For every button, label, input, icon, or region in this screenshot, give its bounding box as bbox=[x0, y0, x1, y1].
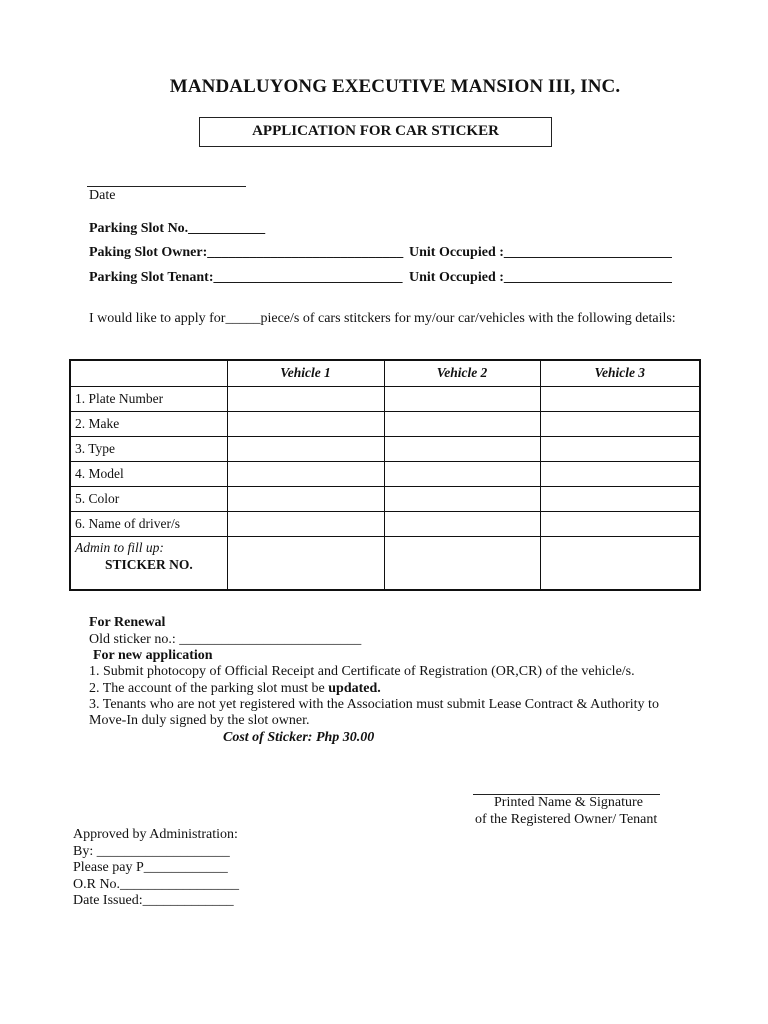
approved-by-field[interactable]: By: ___________________ bbox=[73, 844, 230, 859]
table-header-vehicle-2: Vehicle 2 bbox=[384, 360, 540, 386]
admin-hint: Admin to fill up: bbox=[75, 539, 164, 555]
unit-occupied-owner-field[interactable]: Unit Occupied :________________________ bbox=[409, 245, 672, 260]
table-cell[interactable] bbox=[384, 486, 540, 511]
parking-slot-no-field[interactable]: Parking Slot No.___________ bbox=[89, 221, 266, 236]
table-header-row bbox=[70, 360, 700, 386]
table-cell[interactable] bbox=[384, 511, 540, 536]
date-label: Date bbox=[89, 188, 116, 203]
requirement-3-line-2: Move-In duly signed by the slot owner. bbox=[89, 713, 310, 728]
table-cell[interactable] bbox=[384, 536, 540, 590]
table-row bbox=[70, 486, 700, 511]
parking-slot-tenant-field[interactable]: Parking Slot Tenant:___________________________ bbox=[89, 270, 403, 285]
table-cell[interactable] bbox=[540, 486, 700, 511]
date-issued-field[interactable]: Date Issued:_____________ bbox=[73, 893, 234, 908]
table-header-vehicle-1: Vehicle 1 bbox=[227, 360, 384, 386]
form-subtitle: APPLICATION FOR CAR STICKER bbox=[252, 123, 499, 139]
table-cell[interactable] bbox=[227, 461, 384, 486]
row-label-model: 4. Model bbox=[70, 461, 227, 486]
table-cell[interactable] bbox=[540, 386, 700, 411]
table-row bbox=[70, 386, 700, 411]
requirement-2-bold: updated. bbox=[328, 681, 381, 696]
table-row bbox=[70, 411, 700, 436]
table-cell[interactable] bbox=[540, 411, 700, 436]
renewal-heading: For Renewal bbox=[89, 615, 166, 630]
row-label-plate-number: 1. Plate Number bbox=[70, 386, 227, 411]
table-row bbox=[70, 461, 700, 486]
table-row bbox=[70, 511, 700, 536]
old-sticker-field[interactable]: Old sticker no.: __________________________ bbox=[89, 632, 362, 647]
table-cell[interactable] bbox=[540, 536, 700, 590]
date-line[interactable] bbox=[87, 172, 246, 187]
unit-occupied-tenant-field[interactable]: Unit Occupied :________________________ bbox=[409, 270, 672, 285]
approval-heading: Approved by Administration: bbox=[73, 827, 238, 842]
new-application-heading: For new application bbox=[93, 648, 213, 663]
requirement-3-line-1: 3. Tenants who are not yet registered with the Association must submit Lease Contract & Authority to bbox=[89, 697, 659, 712]
table-cell[interactable] bbox=[384, 436, 540, 461]
table-cell[interactable] bbox=[227, 511, 384, 536]
table-cell[interactable] bbox=[227, 436, 384, 461]
table-cell[interactable] bbox=[227, 536, 384, 590]
parking-slot-owner-field[interactable]: Paking Slot Owner:____________________________ bbox=[89, 245, 404, 260]
table-header-vehicle-3: Vehicle 3 bbox=[540, 360, 700, 386]
or-number-field[interactable]: O.R No._________________ bbox=[73, 877, 240, 892]
table-cell[interactable] bbox=[384, 386, 540, 411]
table-cell[interactable] bbox=[540, 461, 700, 486]
requirement-1: 1. Submit photocopy of Official Receipt and Certificate of Registration (OR,CR) of the vehicle/s. bbox=[89, 664, 635, 679]
sticker-no-label: STICKER NO. bbox=[105, 556, 193, 572]
table-cell[interactable] bbox=[227, 486, 384, 511]
table-row-admin bbox=[70, 536, 700, 590]
table-cell[interactable] bbox=[227, 386, 384, 411]
row-label-type: 3. Type bbox=[70, 436, 227, 461]
signature-label-2: of the Registered Owner/ Tenant bbox=[475, 812, 658, 827]
table-header-blank bbox=[70, 360, 227, 386]
row-label-driver: 6. Name of driver/s bbox=[70, 511, 227, 536]
sticker-cost: Cost of Sticker: Php 30.00 bbox=[223, 730, 375, 745]
intro-text: I would like to apply for_____piece/s of cars stitckers for my/our car/vehicles with the following details: bbox=[89, 311, 676, 326]
form-title: MANDALUYONG EXECUTIVE MANSION III, INC. bbox=[169, 76, 621, 97]
table-cell[interactable] bbox=[227, 411, 384, 436]
signature-line[interactable] bbox=[473, 780, 660, 795]
row-label-color: 5. Color bbox=[70, 486, 227, 511]
table-row bbox=[70, 436, 700, 461]
vehicle-details-table bbox=[69, 359, 701, 591]
please-pay-field[interactable]: Please pay P____________ bbox=[73, 860, 228, 875]
row-label-admin bbox=[70, 536, 227, 590]
signature-label-1: Printed Name & Signature bbox=[494, 795, 643, 810]
requirement-2 bbox=[89, 681, 381, 697]
table-cell[interactable] bbox=[384, 411, 540, 436]
requirement-2-text: 2. The account of the parking slot must be bbox=[89, 681, 329, 696]
table-cell[interactable] bbox=[384, 461, 540, 486]
row-label-make: 2. Make bbox=[70, 411, 227, 436]
form-subtitle-box bbox=[199, 117, 552, 147]
table-cell[interactable] bbox=[540, 511, 700, 536]
table-cell[interactable] bbox=[540, 436, 700, 461]
